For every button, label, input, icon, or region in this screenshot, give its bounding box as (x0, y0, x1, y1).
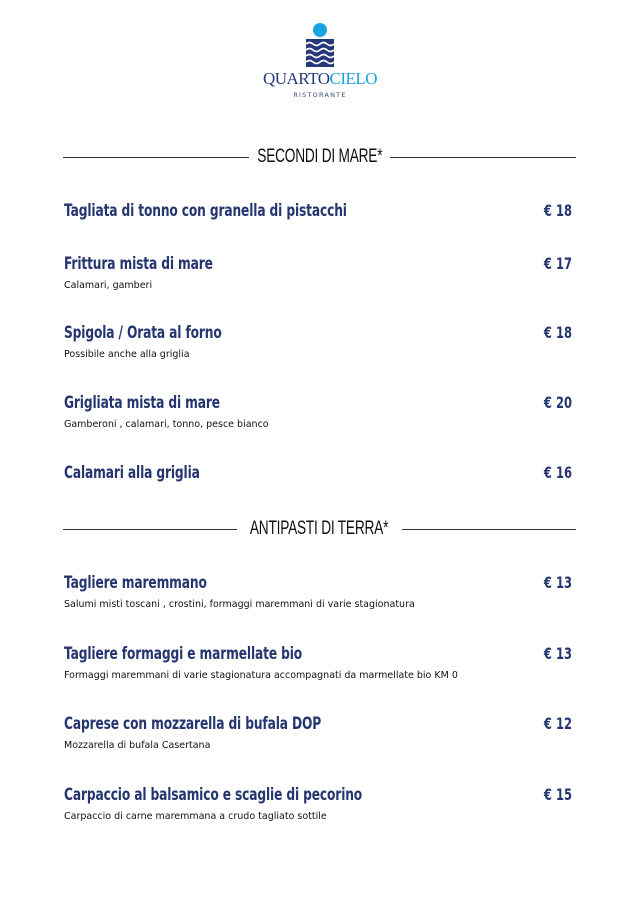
menu-item (64, 714, 572, 751)
item-name: Grigliata mista di mare (64, 393, 220, 413)
item-description: Calamari, gamberi (64, 280, 153, 291)
divider-right (402, 529, 576, 530)
item-price: € 15 (543, 785, 572, 804)
menu-item (64, 254, 572, 291)
item-description: Gamberoni , calamari, tonno, pesce bianco (64, 419, 269, 430)
item-name: Tagliere maremmano (64, 573, 207, 593)
divider-left (63, 157, 249, 158)
item-name: Carpaccio al balsamico e scaglie di pecorino (64, 785, 363, 805)
restaurant-name-part2: CIELO (329, 69, 378, 88)
menu-item (64, 323, 572, 360)
item-description: Salumi misti toscani , crostini, formaggi maremmani di varie stagionatura (64, 599, 415, 610)
section-title: ANTIPASTI DI TERRA* (250, 518, 389, 539)
item-price: € 13 (543, 573, 572, 592)
item-price: € 16 (543, 463, 572, 482)
item-description: Formaggi maremmani di varie stagionatura accompagnati da marmellate bio KM 0 (64, 670, 458, 681)
restaurant-name (0, 70, 640, 88)
divider-left (63, 529, 237, 530)
menu-item (64, 644, 572, 681)
restaurant-logo (0, 22, 640, 99)
item-description: Mozzarella di bufala Casertana (64, 740, 211, 751)
item-name: Spigola / Orata al forno (64, 323, 222, 343)
item-price: € 12 (543, 714, 572, 733)
section-header-secondi-di-mare (63, 145, 576, 169)
item-name: Caprese con mozzarella di bufala DOP (64, 714, 322, 734)
divider-right (390, 157, 576, 158)
item-price: € 17 (543, 254, 572, 273)
item-description: Possibile anche alla griglia (64, 349, 190, 360)
item-price: € 20 (543, 393, 572, 412)
menu-item (64, 463, 572, 483)
item-description: Carpaccio di carne maremmana a crudo tagliato sottile (64, 811, 327, 822)
restaurant-subtitle: RISTORANTE (293, 91, 347, 99)
section-title: SECONDI DI MARE* (256, 146, 383, 167)
item-name: Frittura mista di mare (64, 254, 213, 274)
menu-item (64, 573, 572, 610)
restaurant-name-part1: QUARTO (262, 69, 330, 88)
item-price: € 13 (543, 644, 572, 663)
menu-item (64, 201, 572, 221)
sun-and-waves-logo-icon (300, 22, 340, 68)
menu-item (64, 393, 572, 430)
item-name: Calamari alla griglia (64, 463, 200, 483)
item-price: € 18 (543, 323, 572, 342)
item-name: Tagliata di tonno con granella di pistacchi (64, 201, 347, 221)
item-name: Tagliere formaggi e marmellate bio (64, 644, 303, 664)
item-price: € 18 (543, 201, 572, 220)
menu-item (64, 785, 572, 822)
section-header-antipasti-di-terra (63, 517, 576, 541)
